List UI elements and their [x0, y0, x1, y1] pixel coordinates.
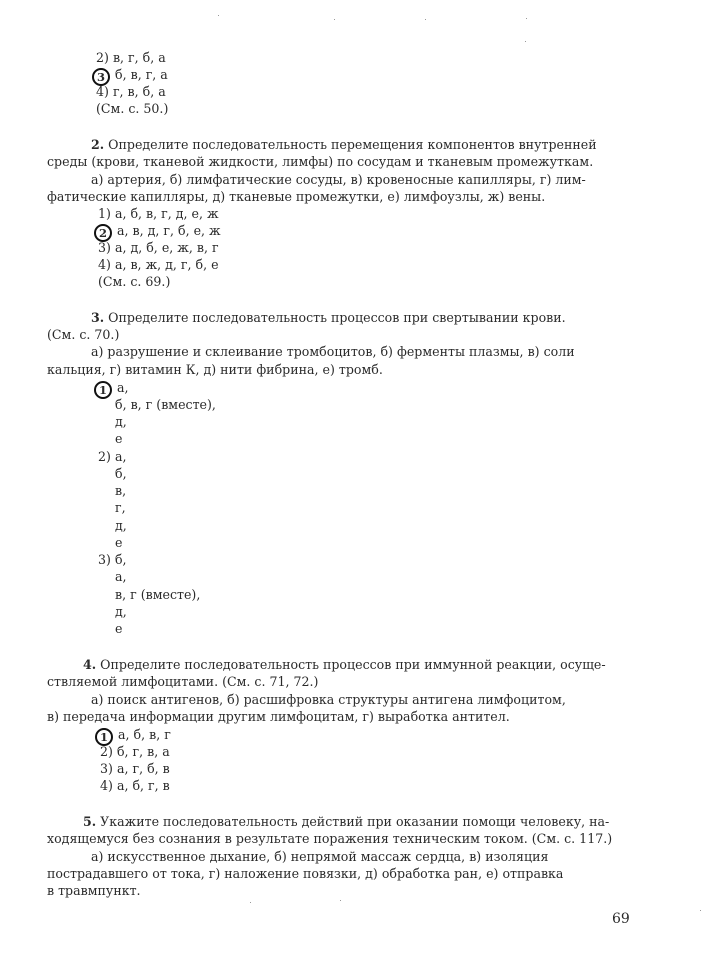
question-2-items-cont: фатические капилляры, д) тканевые промежутки, е) лимфоузлы, ж) вены. [47, 189, 546, 204]
answer-option [98, 239, 219, 256]
answer-option [98, 205, 219, 222]
answer-option [100, 743, 170, 760]
prompt-text: Определите последовательность перемещения компонентов внутренней [108, 137, 597, 152]
question-4-items: а) поиск антигенов, б) расшифровка структуры антигена лимфоцитом, [91, 692, 566, 707]
question-number: 5. [83, 814, 97, 829]
option-step: б, [114, 552, 127, 567]
answer-option [96, 49, 166, 66]
scan-speck [526, 18, 527, 19]
option-label: 1) [98, 206, 111, 221]
option-text: а, б, в, г [118, 727, 171, 742]
option-step: е [115, 621, 123, 636]
question-2-items: а) артерия, б) лимфатические сосуды, в) кровеносные капилляры, г) лим- [91, 172, 586, 187]
option-step: д, [115, 604, 127, 619]
question-3-items: а) разрушение и склеивание тромбоцитов, б) ферменты плазмы, в) соли [91, 344, 575, 359]
option-text: а, д, б, е, ж, в, г [114, 240, 219, 255]
prompt-text: Определите последовательность процессов при свертывании крови. [108, 310, 566, 325]
circled-answer-mark: 3 [92, 68, 110, 86]
option-label: 2) [96, 50, 109, 65]
option-step: г, [115, 500, 126, 515]
answer-option [98, 448, 126, 465]
option-text: а, б, в, г, д, е, ж [114, 206, 219, 221]
question-5-prompt-cont: ходящемуся без сознания в результате поражения техническим током. (См. с. 117.) [47, 831, 613, 846]
option-step: б, [115, 466, 127, 481]
option-label: 4) [96, 84, 109, 99]
scan-speck [525, 41, 526, 42]
option-text: г, в, б, а [112, 84, 166, 99]
option-text: б, в, г, а [115, 67, 168, 82]
option-step: е [115, 431, 123, 446]
option-step: е [115, 535, 123, 550]
answer-option [100, 760, 170, 777]
option-text: а, б, г, в [116, 778, 170, 793]
question-3-prompt-cont: (См. с. 70.) [47, 327, 120, 342]
page-reference: (См. с. 50.) [96, 101, 169, 116]
option-label: 4) [98, 257, 111, 272]
answer-option [100, 777, 170, 794]
option-step: в, [115, 483, 127, 498]
question-5-items-cont2: в травмпункт. [47, 883, 141, 898]
question-5-prompt [83, 813, 609, 830]
option-text: а, в, ж, д, г, б, е [114, 257, 219, 272]
option-label: 3) [98, 240, 111, 255]
option-text: в, г, б, а [112, 50, 166, 65]
option-label: 4) [100, 778, 113, 793]
scan-speck [334, 19, 335, 20]
scan-speck [340, 900, 341, 901]
option-label: 3) [100, 761, 113, 776]
option-step: б, в, г (вместе), [115, 397, 216, 412]
option-text: а, г, б, в [116, 761, 170, 776]
question-2-prompt-cont: среды (крови, тканевой жидкости, лимфы) по сосудам и тканевым промежуткам. [47, 154, 594, 169]
option-step: д, [115, 518, 127, 533]
page-reference: (См. с. 69.) [98, 274, 171, 289]
scan-speck [700, 910, 701, 911]
option-label: 2) [98, 449, 111, 464]
option-step: а, [114, 449, 127, 464]
option-step: д, [115, 414, 127, 429]
circled-answer-mark: 1 [94, 381, 112, 399]
question-2-prompt [91, 136, 597, 153]
option-label: 2) [100, 744, 113, 759]
question-number: 3. [91, 310, 105, 325]
option-step: а, [115, 569, 127, 584]
circled-answer-mark: 1 [95, 728, 113, 746]
scan-speck [218, 15, 219, 16]
question-4-prompt-cont: ствляемой лимфоцитами. (См. с. 71, 72.) [47, 674, 319, 689]
circled-answer-mark: 2 [94, 224, 112, 242]
scan-speck [425, 19, 426, 20]
answer-option [98, 256, 219, 273]
prompt-text: Определите последовательность процессов при иммунной реакции, осуще- [100, 657, 606, 672]
page-number: 69 [612, 911, 630, 927]
question-number: 4. [83, 657, 97, 672]
prompt-text: Укажите последовательность действий при оказании помощи человеку, на- [100, 814, 610, 829]
question-5-items: а) искусственное дыхание, б) непрямой массаж сердца, в) изоляция [91, 849, 549, 864]
answer-option [96, 83, 166, 100]
option-step: а, [117, 380, 129, 395]
question-number: 2. [91, 137, 105, 152]
option-text: а, в, д, г, б, е, ж [117, 223, 221, 238]
question-5-items-cont: пострадавшего от тока, г) наложение повязки, д) обработка ран, е) отправка [47, 866, 564, 881]
option-step: в, г (вместе), [115, 587, 201, 602]
option-text: б, г, в, а [116, 744, 170, 759]
scan-speck [250, 902, 251, 903]
question-4-prompt [83, 656, 606, 673]
question-3-items-cont: кальция, г) витамин К, д) нити фибрина, е) тромб. [47, 362, 383, 377]
question-3-prompt [91, 309, 566, 326]
question-4-items-cont: в) передача информации другим лимфоцитам, г) выработка антител. [47, 709, 510, 724]
option-label: 3) [98, 552, 111, 567]
answer-option [98, 551, 127, 568]
